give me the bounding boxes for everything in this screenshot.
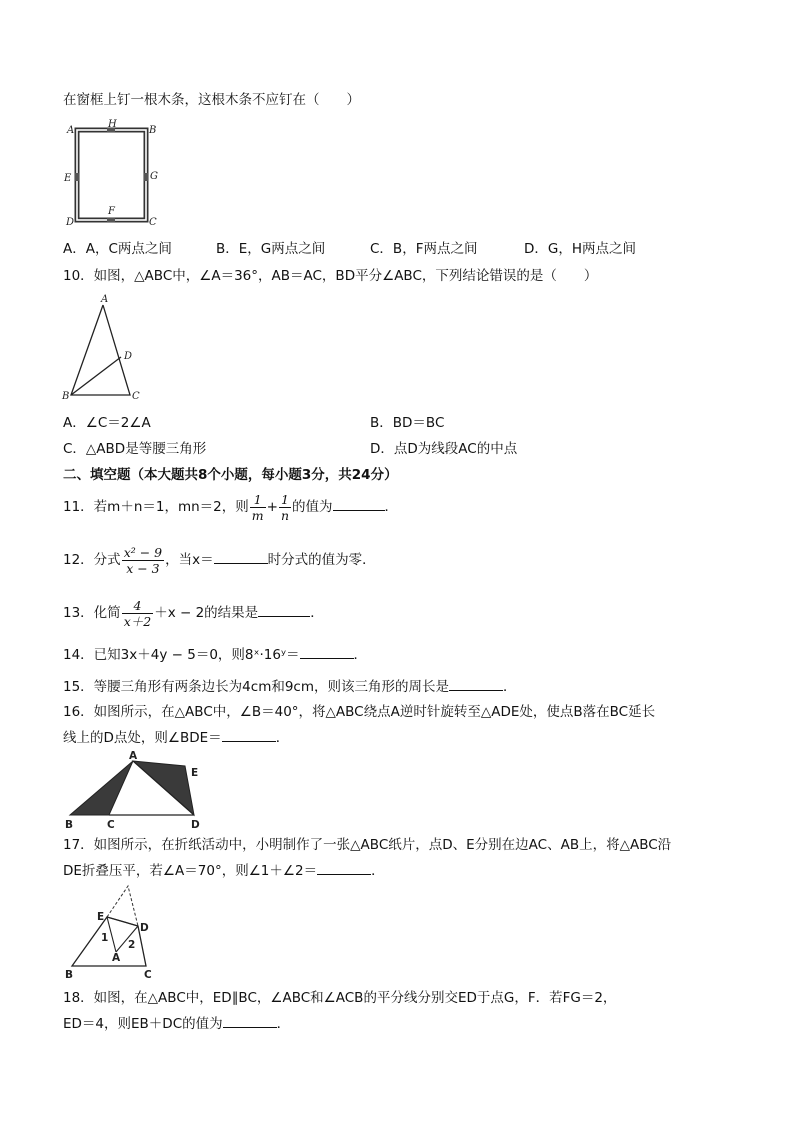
q9-stem: 在窗框上钉一根木条，这根木条不应钉在（ ）: [63, 92, 360, 108]
q15-end: ．: [503, 679, 517, 695]
q15: [63, 678, 517, 696]
q14-text: 14．已知3x＋4y − 5＝0，则8ˣ·16ʸ＝: [63, 647, 300, 663]
frame-label-f: F: [108, 206, 115, 217]
q14: [63, 646, 367, 664]
frame-label-g: G: [150, 171, 158, 182]
q12-fraction: [122, 545, 164, 576]
fold-label-2: 2: [128, 939, 136, 951]
q10-stem: 10．如图，△ABC中，∠A＝36°，AB＝AC，BD平分∠ABC，下列结论错误的是（ ）: [63, 268, 598, 284]
q13-fraction: [122, 598, 154, 629]
q12-frac-den: x − 3: [126, 560, 160, 576]
fold-label-d: D: [140, 922, 149, 934]
fold-label-1: 1: [101, 932, 109, 944]
fold-figure: [60, 880, 170, 980]
frame-label-a: A: [67, 125, 75, 136]
rot-label-a: A: [129, 750, 138, 762]
q14-answer-blank[interactable]: [300, 646, 354, 659]
q11-frac1-num: 1: [250, 492, 266, 508]
q17-line1: 17．如图所示，在折纸活动中，小明制作了一张△ABC纸片，点D、E分别在边AC、AB上，将△ABC沿: [63, 837, 672, 853]
q18-line2: [63, 1015, 290, 1033]
q15-text: 15．等腰三角形有两条边长为4cm和9cm，则该三角形的周长是: [63, 679, 450, 695]
q10-option-c: C．△ABD是等腰三角形: [63, 441, 207, 457]
q17-line2-text: DE折叠压平，若∠A＝70°，则∠1＋∠2＝: [63, 863, 318, 879]
rot-label-e: E: [191, 767, 199, 779]
q14-end: ．: [353, 647, 367, 663]
frame-label-h: H: [108, 119, 117, 130]
q13-answer-blank[interactable]: [258, 604, 310, 617]
q11-suffix: 的值为: [292, 499, 333, 515]
q18-answer-blank[interactable]: [223, 1015, 277, 1028]
q16-end: ．: [275, 730, 290, 746]
q16-answer-blank[interactable]: [222, 729, 276, 742]
rot-label-d: D: [191, 819, 200, 831]
q13-end: ．: [310, 605, 324, 621]
q11-fraction-1: [250, 492, 266, 523]
q17-end: ．: [371, 863, 385, 879]
q13-frac-den: x＋2: [123, 613, 152, 629]
q18-end: ．: [276, 1016, 291, 1032]
q17-line2: [63, 862, 385, 880]
q16-line2-text: 线上的D点处，则∠BDE＝: [63, 730, 222, 746]
q11-plus: +: [266, 499, 278, 515]
q12-prefix: 12．分式: [63, 552, 121, 568]
q11-prefix: 11．若m＋n＝1，mn＝2，则: [63, 499, 249, 515]
q12-answer-blank[interactable]: [214, 551, 268, 564]
q18-line1: 18．如图，在△ABC中，ED∥BC，∠ABC和∠ACB的平分线分别交ED于点G，F．若FG＝2，: [63, 990, 617, 1006]
fold-label-c: C: [144, 969, 152, 981]
q13-prefix: 13．化简: [63, 605, 121, 621]
frame-label-e: E: [64, 173, 72, 184]
tri-label-d: D: [124, 351, 133, 362]
q16-line2: [63, 729, 289, 747]
q10-option-a: A．∠C＝2∠A: [63, 415, 151, 431]
q13-middle: ＋x − 2的结果是: [154, 605, 259, 621]
q10-option-d: D．点D为线段AC的中点: [370, 441, 518, 457]
q16-line1: 16．如图所示，在△ABC中，∠B＝40°，将△ABC绕点A逆时针旋转至△ADE处，使点B落在BC延长: [63, 704, 656, 720]
section-title: 二、填空题（本大题共8个小题，每小题3分，共24分）: [63, 467, 398, 483]
q11-frac2-den: n: [280, 507, 290, 523]
q18-line2-text: ED＝4，则EB＋DC的值为: [63, 1016, 223, 1032]
tri-label-c: C: [132, 391, 140, 402]
fold-label-a: A: [112, 952, 121, 964]
q9-option-c: C．B，F两点之间: [370, 241, 478, 257]
triangle-abc-figure: [60, 293, 150, 405]
q11: [63, 490, 398, 524]
window-frame-figure: [60, 118, 170, 230]
q12-frac-num: x² − 9: [123, 544, 163, 560]
rot-label-b: B: [65, 819, 74, 831]
frame-label-c: C: [149, 217, 157, 228]
q12-middle: ，当x＝: [165, 552, 214, 568]
frame-label-d: D: [66, 217, 75, 228]
rotation-figure: [60, 748, 220, 833]
q12-suffix: 时分式的值为零．: [267, 552, 376, 568]
frame-label-b: B: [149, 125, 157, 136]
q15-answer-blank[interactable]: [449, 678, 503, 691]
q11-fraction-2: [279, 492, 291, 523]
q12: [63, 543, 376, 577]
q9-option-a: A．A，C两点之间: [63, 241, 172, 257]
q11-frac1-den: m: [251, 507, 264, 523]
q9-option-d: D．G，H两点之间: [524, 241, 637, 257]
q9-option-b: B．E，G两点之间: [216, 241, 326, 257]
q11-answer-blank[interactable]: [333, 498, 385, 511]
q13-frac-num: 4: [122, 598, 154, 614]
tri-label-b: B: [62, 391, 70, 402]
q11-end: ．: [384, 499, 399, 515]
q17-answer-blank[interactable]: [317, 862, 371, 875]
q13: [63, 596, 324, 630]
fold-label-e: E: [97, 911, 105, 923]
q10-option-b: B．BD＝BC: [370, 415, 445, 431]
tri-label-a: A: [101, 294, 109, 305]
q11-frac2-num: 1: [279, 492, 291, 508]
rot-label-c: C: [107, 819, 115, 831]
fold-label-b: B: [65, 969, 74, 981]
